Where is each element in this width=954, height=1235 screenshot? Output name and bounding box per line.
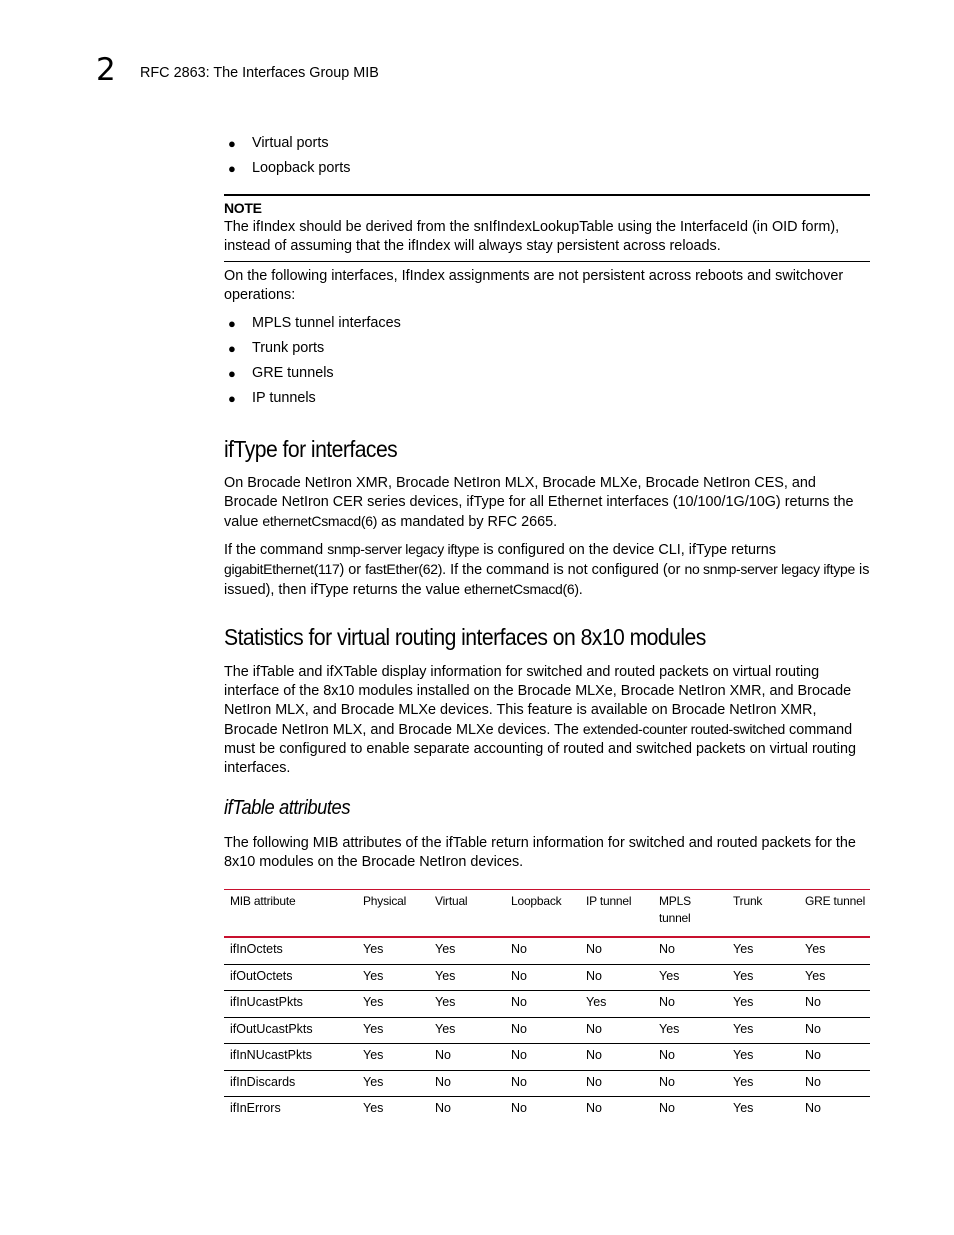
nonpersistent-interface-item	[224, 389, 870, 414]
support-cell: No	[799, 1044, 870, 1071]
iftype-p2-a: If the command	[224, 542, 328, 558]
bullet-icon: ●	[228, 366, 236, 381]
support-cell: No	[805, 1101, 821, 1115]
iftable-heading-block	[224, 796, 870, 820]
support-cell: No	[586, 1101, 602, 1115]
support-cell: No	[653, 991, 727, 1018]
stats-heading: Statistics for virtual routing interfaces on 8x10 modules	[224, 624, 706, 650]
support-cell: Yes	[357, 964, 429, 991]
bullet-icon: ●	[228, 391, 236, 406]
persistent-ports-list-block	[224, 134, 870, 184]
bullet-icon: ●	[228, 316, 236, 331]
support-cell: Yes	[429, 964, 505, 991]
support-cell: No	[653, 1070, 727, 1097]
support-cell: No	[505, 964, 580, 991]
support-cell: No	[580, 1070, 653, 1097]
iftype-p1-value: ethernetCsmacd(6)	[262, 513, 378, 529]
support-cell: Yes	[429, 1017, 505, 1044]
persistent-port-item-text: Virtual ports	[252, 135, 329, 151]
support-cell: Yes	[799, 937, 870, 964]
support-cell: Yes	[727, 1044, 799, 1071]
mib-attribute-cell: ifOutUcastPkts	[224, 1017, 357, 1044]
nonpersistent-section	[224, 267, 870, 414]
iftype-p1-tail: as mandated by RFC 2665.	[377, 514, 558, 530]
support-cell: No	[429, 1070, 505, 1097]
support-cell: No	[511, 1101, 527, 1115]
stats-p1-a: The ifTable and ifXTable display information for switched and routed packets on virtual routing interface of the 8x10 modules installed on the Brocade MLXe, Brocade NetIron XMR, and Brocade NetIron MLX, and Brocade MLXe devices. This feature is available on Brocade NetIron XMR, Brocade NetIron MLX, and Brocade MLXe devices. The	[224, 664, 852, 738]
note-label: NOTE	[224, 200, 262, 216]
column-header: Loopback	[505, 890, 580, 938]
nonpersistent-interface-item	[224, 314, 870, 339]
support-cell: Yes	[357, 1044, 429, 1071]
table-row	[224, 1070, 870, 1097]
iftype-p2-f: .	[578, 582, 583, 598]
table-row	[224, 1097, 870, 1123]
table-row	[224, 1044, 870, 1071]
support-cell: No	[653, 1044, 727, 1071]
iftype-p2-d: . If the command is not configured (or	[442, 562, 685, 578]
iftype-heading-block	[224, 435, 870, 463]
table-row	[224, 1017, 870, 1044]
mib-attribute-cell: ifInErrors	[230, 1101, 281, 1115]
mib-attribute-cell: ifOutOctets	[224, 964, 357, 991]
support-cell: No	[505, 991, 580, 1018]
nonpersistent-interfaces-list	[224, 314, 870, 414]
column-header: MPLS tunnel	[653, 890, 727, 938]
support-cell: Yes	[727, 1070, 799, 1097]
mib-attribute-cell: ifInOctets	[224, 937, 357, 964]
support-cell: Yes	[429, 937, 505, 964]
support-cell: No	[435, 1101, 451, 1115]
support-cell: Yes	[357, 1070, 429, 1097]
column-header: MIB attribute	[224, 890, 357, 938]
nonpersistent-interface-item-text: IP tunnels	[252, 390, 316, 406]
support-cell: No	[799, 991, 870, 1018]
table-row	[224, 964, 870, 991]
iftype-paragraph-1	[224, 474, 870, 532]
support-cell: Yes	[429, 991, 505, 1018]
nonpersistent-interface-item-text: MPLS tunnel interfaces	[252, 315, 401, 331]
nonpersistent-interface-item-text: Trunk ports	[252, 340, 325, 356]
support-cell: No	[799, 1070, 870, 1097]
nonpersistent-intro: On the following interfaces, IfIndex assignments are not persistent across reboots and switchover operations:	[224, 268, 844, 303]
iftype-p2-e: is issued), then ifType returns the value	[224, 562, 870, 598]
support-cell: No	[580, 964, 653, 991]
running-header-title: RFC 2863: The Interfaces Group MIB	[140, 65, 379, 81]
stats-heading-block	[224, 623, 870, 651]
iftype-p2-cmd2: no snmp-server legacy iftype	[684, 561, 856, 577]
support-cell: No	[653, 937, 727, 964]
support-cell: No	[580, 1017, 653, 1044]
support-cell: Yes	[727, 991, 799, 1018]
note-box	[224, 194, 870, 262]
support-cell: No	[429, 1044, 505, 1071]
iftype-p2-val1: gigabitEthernet(117	[224, 561, 340, 577]
persistent-ports-list	[224, 134, 870, 184]
chapter-number: 2	[96, 52, 116, 88]
support-cell: Yes	[363, 1101, 384, 1115]
iftable-intro: The following MIB attributes of the ifTable return information for switched and routed packets for the 8x10 modules on the Brocade NetIron devices.	[224, 835, 856, 870]
mib-attribute-cell: ifInDiscards	[224, 1070, 357, 1097]
iftype-p2-cmd1: snmp-server legacy iftype	[327, 541, 480, 557]
table-row	[224, 937, 870, 964]
table-body	[224, 937, 870, 1123]
nonpersistent-interface-item	[224, 364, 870, 389]
column-header: Virtual	[429, 890, 505, 938]
iftype-p1-text: On Brocade NetIron XMR, Brocade NetIron MLX, Brocade MLXe, Brocade NetIron CES, and Brocade NetIron CER series devices, ifType for all Ethernet interfaces (10/100/1G/10G) returns the value	[224, 475, 854, 530]
persistent-port-item	[224, 134, 870, 159]
support-cell: Yes	[357, 1017, 429, 1044]
table-header-row	[224, 890, 870, 938]
support-cell: No	[580, 1044, 653, 1071]
mib-attributes-table	[224, 889, 870, 1123]
persistent-port-item	[224, 159, 870, 184]
table-row	[224, 991, 870, 1018]
iftype-heading: ifType for interfaces	[224, 436, 398, 462]
support-cell: Yes	[733, 1101, 754, 1115]
iftype-p2-b: is configured on the device CLI, ifType returns	[479, 542, 776, 558]
stats-p1-b: command must be configured to enable separate accounting of routed and switched packets on virtual routing interfaces.	[224, 722, 856, 776]
iftype-paragraph-2	[224, 540, 870, 600]
support-cell: No	[659, 1101, 675, 1115]
iftable-heading: ifTable attributes	[224, 797, 351, 819]
support-cell: Yes	[727, 964, 799, 991]
stats-p1-cmd: extended-counter routed-switched	[582, 721, 785, 737]
support-cell: Yes	[653, 964, 727, 991]
iftable-intro-block	[224, 834, 870, 872]
bullet-icon: ●	[228, 136, 236, 151]
support-cell: Yes	[799, 964, 870, 991]
stats-paragraph	[224, 663, 870, 778]
support-cell: No	[505, 1070, 580, 1097]
support-cell: Yes	[653, 1017, 727, 1044]
bullet-icon: ●	[228, 341, 236, 356]
support-cell: Yes	[357, 937, 429, 964]
support-cell: No	[799, 1017, 870, 1044]
note-text: The ifIndex should be derived from the snIfIndexLookupTable using the InterfaceId (in OID form), instead of assuming that the ifIndex will always stay persistent across reloads.	[224, 219, 840, 254]
support-cell: No	[505, 1017, 580, 1044]
iftype-p2-val3: ethernetCsmacd(6)	[463, 581, 579, 597]
nonpersistent-interface-item-text: GRE tunnels	[252, 365, 334, 381]
support-cell: No	[580, 937, 653, 964]
support-cell: Yes	[727, 1017, 799, 1044]
support-cell: No	[505, 937, 580, 964]
bullet-icon: ●	[228, 161, 236, 176]
support-cell: Yes	[580, 991, 653, 1018]
column-header: Trunk	[727, 890, 799, 938]
nonpersistent-interface-item	[224, 339, 870, 364]
persistent-port-item-text: Loopback ports	[252, 160, 351, 176]
mib-attribute-cell: ifInUcastPkts	[224, 991, 357, 1018]
mib-attribute-cell: ifInNUcastPkts	[224, 1044, 357, 1071]
column-header: IP tunnel	[580, 890, 653, 938]
support-cell: Yes	[727, 937, 799, 964]
support-cell: Yes	[357, 991, 429, 1018]
iftype-p2-val2: fastEther(62)	[365, 561, 443, 577]
column-header: GRE tunnel	[799, 890, 870, 938]
iftype-p2-c: ) or	[339, 562, 366, 578]
support-cell: No	[505, 1044, 580, 1071]
column-header: Physical	[357, 890, 429, 938]
